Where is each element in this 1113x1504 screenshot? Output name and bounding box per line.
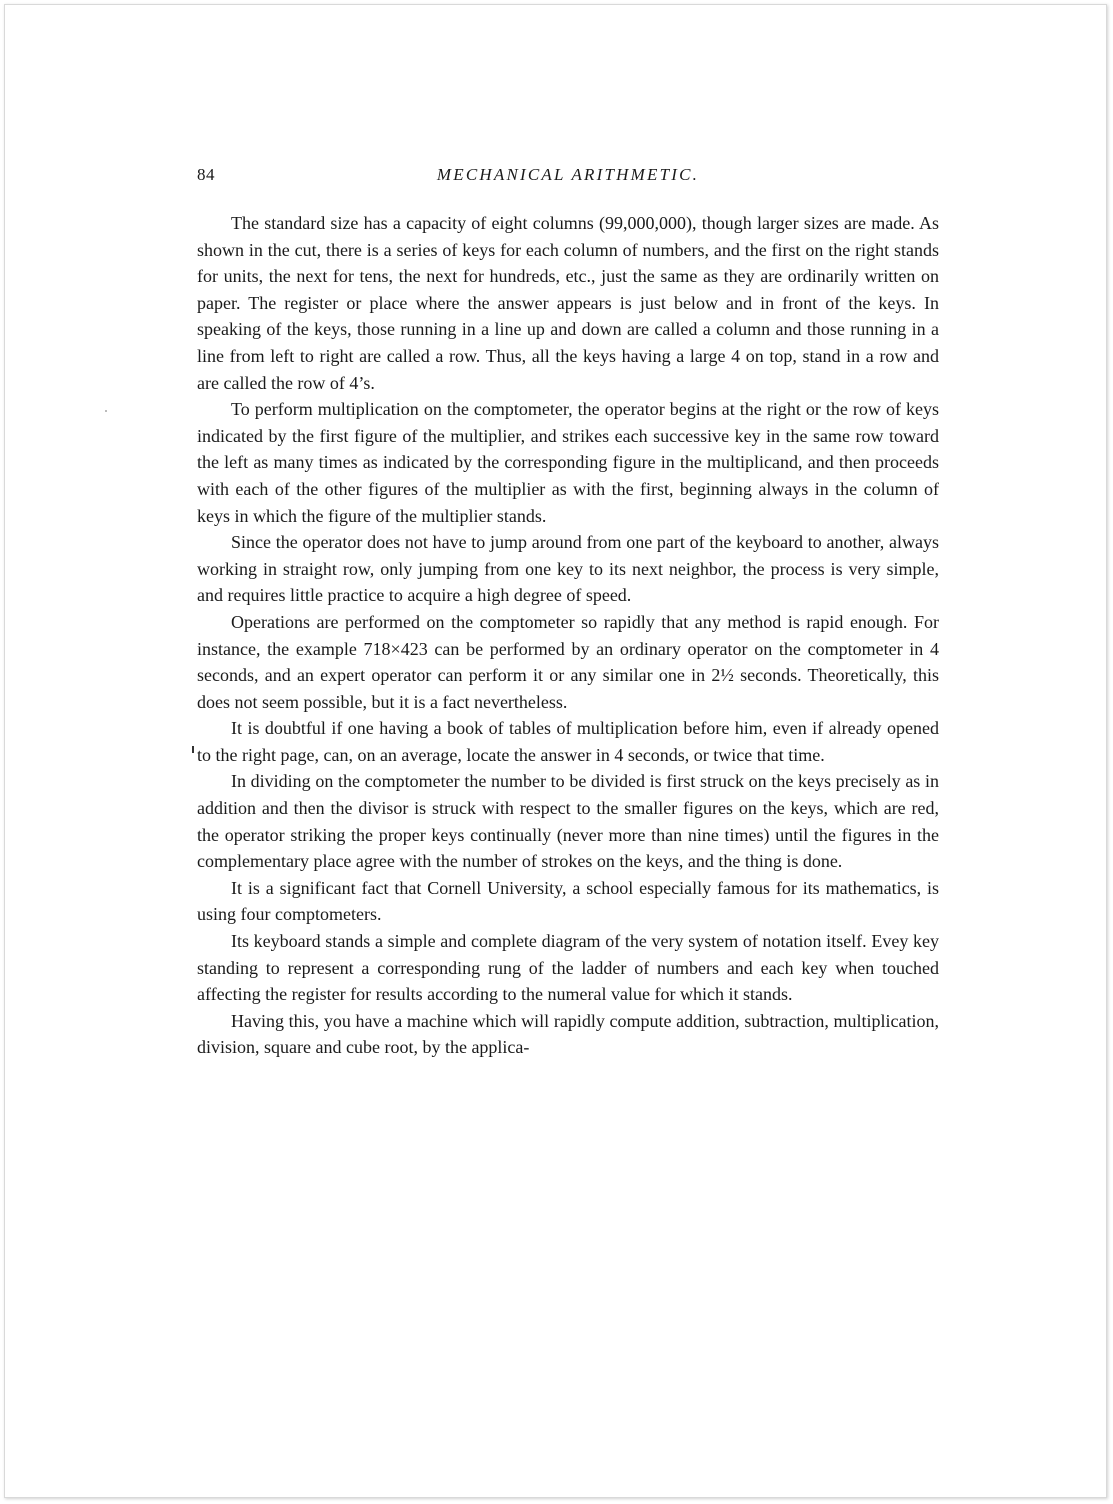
page: [4, 4, 1107, 1498]
body-text: [197, 210, 939, 1061]
running-title: MECHANICAL ARITHMETIC.: [436, 165, 700, 184]
paragraph-cornell: It is a significant fact that Cornell University, a school especially famous for its mathematics, is using four comptometers.: [197, 877, 939, 925]
margin-speck: [105, 410, 107, 412]
paragraph-notation: Its keyboard stands a simple and complete diagram of the very system of notation itself. Evey key standing to represent a corresponding rung of the ladder of numbers and each key when touched affecting the register for results according to the numeral value for which it stands.: [197, 931, 939, 1005]
paragraph-multiplication: To perform multiplication on the comptometer, the operator begins at the right or the row of keys indicated by the first figure of the multiplier, and strikes each successive key in the same row toward the left as many times as indicated by the corresponding figure in the multiplicand, and then proceeds with each of the other figures of the multiplier as with the first, beginning always in the column of keys in which the figure of the multiplier stands.: [197, 399, 939, 526]
stray-mark: [192, 746, 194, 753]
paragraph-division: In dividing on the comptometer the number to be divided is first struck on the keys precisely as in addition and then the divisor is struck with respect to the smaller figures on the keys, which are red, the operator striking the proper keys continually (never more than nine times) until the figures in the complementary place agree with the number of strokes on the keys, and the thing is done.: [197, 771, 939, 872]
paragraph-capacity: The standard size has a capacity of eight columns (99,000,000), though larger sizes are made. As shown in the cut, there is a series of keys for each column of numbers, and the first on the right stands for units, the next for tens, the next for hundreds, etc., just the same as they are ordinarily written on paper. The register or place where the answer appears is just below and in front of the keys. In speaking of the keys, those running in a line up and down are called a column and those running in a line from left to right are called a row. Thus, all the keys having a large 4 on top, stand in a row and are called the row of 4’s.: [197, 213, 939, 393]
running-head: [197, 165, 939, 189]
paragraph-tables: It is doubtful if one having a book of tables of multiplication before him, even if already opened to the right page, can, on an average, locate the answer in 4 seconds, or twice that time.: [197, 718, 939, 765]
paragraph-speed: Operations are performed on the comptometer so rapidly that any method is rapid enough. For instance, the example 718×423 can be performed by an ordinary operator on the comptometer in 4 seconds, and an expert operator can perform it or any similar one in 2½ seconds. Theoretically, this does not seem possible, but it is a fact nevertheless.: [197, 611, 939, 712]
page-number: 84: [197, 165, 215, 184]
paragraph-operations: Having this, you have a machine which will rapidly compute addition, subtraction, multiplication, division, square and cube root, by the applica-: [197, 1010, 939, 1058]
paragraph-keyboard: Since the operator does not have to jump around from one part of the keyboard to another, always working in straight row, only jumping from one key to its next neighbor, the process is very simple, and requires little practice to acquire a high degree of speed.: [197, 532, 939, 606]
